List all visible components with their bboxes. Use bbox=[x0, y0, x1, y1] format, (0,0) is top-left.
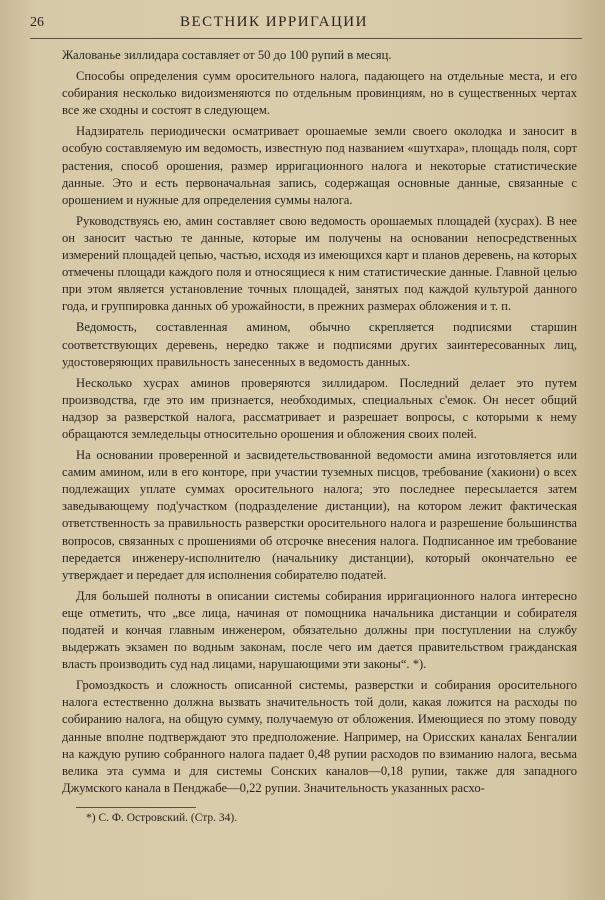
paragraph-5: Ведомость, составленная амином, обычно скрепляется подписями старшин соответствующих деревень, нередко также и подписями других заинтересованных лиц, удостоверяющих правильность занесенных в ведомость данных. bbox=[62, 320, 577, 369]
running-header bbox=[30, 14, 582, 39]
paragraph-2: Способы определения сумм оросительного налога, падающего на отдельные места, и его собирания несколько видоизменяются по отдельным провинциям, но в существенных чертах все же сходны и состоят в следующем. bbox=[62, 69, 577, 118]
paragraph-3: Надзиратель периодически осматривает орошаемые земли своего околодка и заносит в особую составляемую им ведомость, известную под названием «шутхара», площадь поля, сорт растения, способ орошения, размер ирригационного налога и некоторые статистические данные. Это и есть первоначальная запись, содержащая основные данные, связанные с орошением и нужные для определения суммы налога. bbox=[62, 124, 577, 207]
footnote: *) С. Ф. Островский. (Стр. 34). bbox=[86, 811, 238, 824]
paragraph-4: Руководствуясь ею, амин составляет свою ведомость орошаемых площадей (хусрах). В нее он заносит частью те данные, которые им получены на основании непосредственных измерений площадей цепью, частью, исходя из имеющихся карт и планов деревень, на которых отмечены площади каждого поля и относящиеся к ним статистические данные. Главной целью при этом является установление точных площадей, занятых под каждой культурой данного года, и группировка данных об урожайности, в прежних размерах обложения и т. п. bbox=[62, 213, 577, 314]
paragraph-1: Жалованье зиллидара составляет от 50 до 100 рупий в месяц. bbox=[62, 48, 392, 62]
paragraph-8: Для большей полноты в описании системы собирания ирригационного налога интересно еще отметить, что „все лица, начиная от помощника начальника дистанции и собирателя податей и кончая главным инженером, обязательно должны при поступлении на службу выдержать экзамен по водным законам, после чего им дается правительством гражданская власть производить суд над лицами, нарушающими эти законы“. *). bbox=[62, 588, 577, 672]
paragraph-6: Несколько хусрах аминов проверяются зиллидаром. Последний делает это путем производства, где это им признается, необходимых, специальных с'емок. Он несет общий надзор за разверсткой налога, рассматривает и разрешает вопросы, с которыми к нему обращаются земледельцы относительно орошения и обложения своих полей. bbox=[62, 375, 577, 441]
paragraph-7: На основании проверенной и засвидетельствованной ведомости амина изготовляется или самим амином, или в его конторе, при участии туземных писцов, требование (хакиони) о всех подлежащих уплате суммах оросительного налога; это последнее пересылается затем заведывающему под'участком (подразделение дистанции), на котором лежит фактическая ответственность за правильность разверстки оросительного налога и разрешение большинства вопросов, связанных с прошениями об отсрочке внесения налога. Подписанное им требование передается инженеру-исполнителю (начальнику дистанции), который окончательно ее утверждает и передает для исполнения собирателю податей. bbox=[62, 448, 577, 582]
journal-title: ВЕСТНИК ИРРИГАЦИИ bbox=[180, 14, 368, 30]
page-number: 26 bbox=[30, 15, 44, 30]
footnote-divider bbox=[76, 807, 196, 808]
article-body bbox=[62, 47, 577, 797]
paragraph-9: Громоздкость и сложность описанной системы, разверстки и собирания оросительного налога естественно должна вызвать значительность той доли, какая ложится на расходы по собиранию налога, на общую сумму, получаемую от обложения. Имеющиеся по этому поводу данные вполне подтверждают это предположение. Например, на Орисских каналах Бенгалии на каждую рупию собранного налога падает 0,48 рупии расходов по взиманию налога, весьма велика эта сумма и для системы Сонских каналов—0,18 рупии, также для западного Джумского канала в Пенджабе—0,22 рупии. Значительность указанных расхо- bbox=[62, 678, 577, 795]
